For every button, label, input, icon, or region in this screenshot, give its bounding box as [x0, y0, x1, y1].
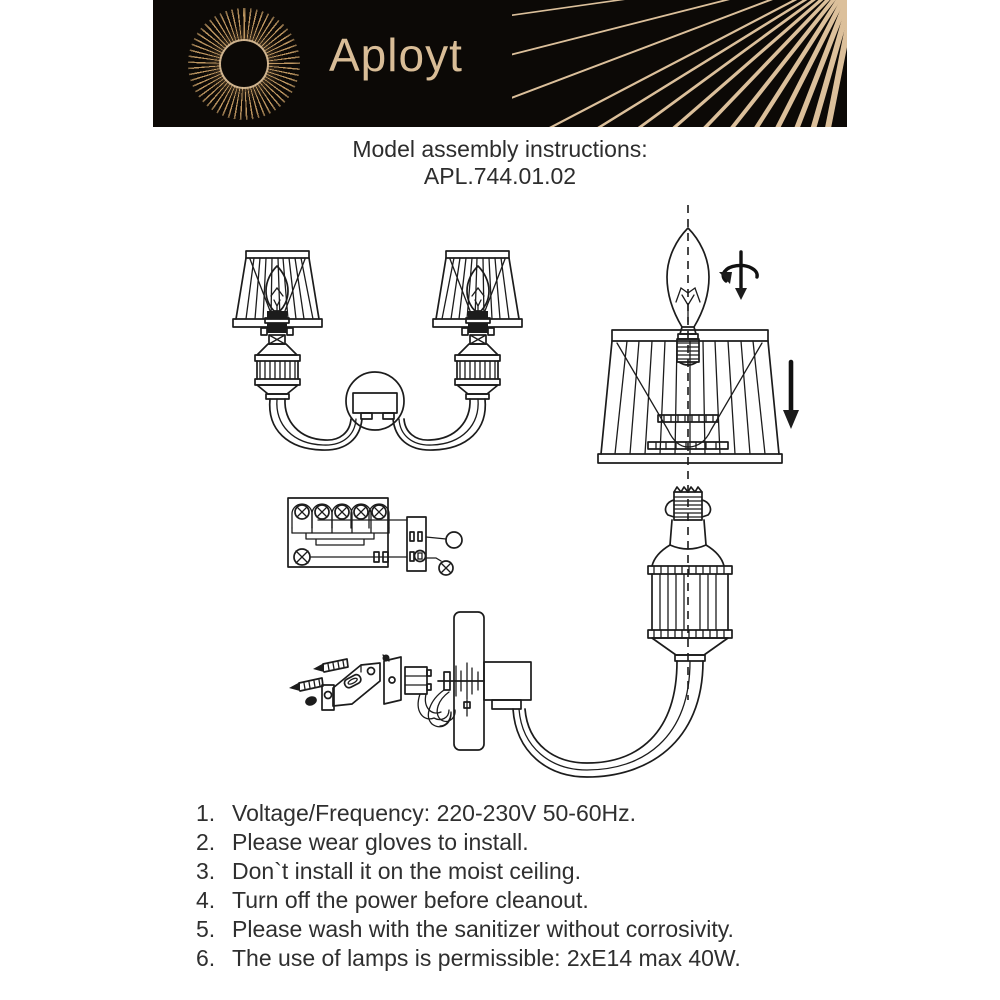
model-number: APL.744.01.02 [423, 163, 577, 189]
item-number: 2. [196, 829, 216, 855]
item-number: 6. [196, 945, 216, 971]
brand-name: Aployt [329, 29, 463, 81]
brand-banner [153, 0, 847, 127]
item-text: Don`t install it on the moist ceiling. [232, 858, 581, 884]
sunburst-core [221, 41, 267, 87]
instruction-item [150, 886, 870, 915]
item-number: 5. [196, 916, 216, 942]
arm-drawing [513, 661, 703, 777]
wall-plate-drawing [428, 612, 531, 750]
lamp-body-drawing [648, 566, 732, 661]
sconce-front-view-drawing [233, 251, 522, 450]
item-text: Voltage/Frequency: 220-230V 50-60Hz. [232, 800, 637, 826]
instruction-item [150, 828, 870, 857]
mount-bracket-drawing [289, 655, 449, 720]
assembly-diagrams [150, 195, 850, 795]
item-text: The use of lamps is permissible: 2xE14 max 40W. [232, 945, 741, 971]
item-text: Please wash with the sanitizer without corrosivity. [232, 916, 734, 942]
instruction-item [150, 857, 870, 886]
instruction-item [150, 915, 870, 944]
down-arrow-icon [783, 362, 799, 429]
shade-drawing [598, 330, 782, 463]
item-number: 3. [196, 858, 216, 884]
page-title: Model assembly instructions: [352, 136, 648, 162]
item-number: 4. [196, 887, 216, 913]
item-text: Please wear gloves to install. [232, 829, 529, 855]
socket-drawing [652, 487, 724, 566]
item-text: Turn off the power before cleanout. [232, 887, 589, 913]
rotate-arrow-icon [719, 252, 757, 300]
corner-rays-decoration [512, 0, 847, 127]
instruction-item [150, 944, 870, 973]
instructions-list [150, 799, 870, 973]
item-number: 1. [196, 800, 216, 826]
wiring-diagram [288, 498, 462, 575]
title-block [0, 136, 1000, 190]
sunburst-logo-icon [188, 8, 300, 120]
instruction-item [150, 799, 870, 828]
